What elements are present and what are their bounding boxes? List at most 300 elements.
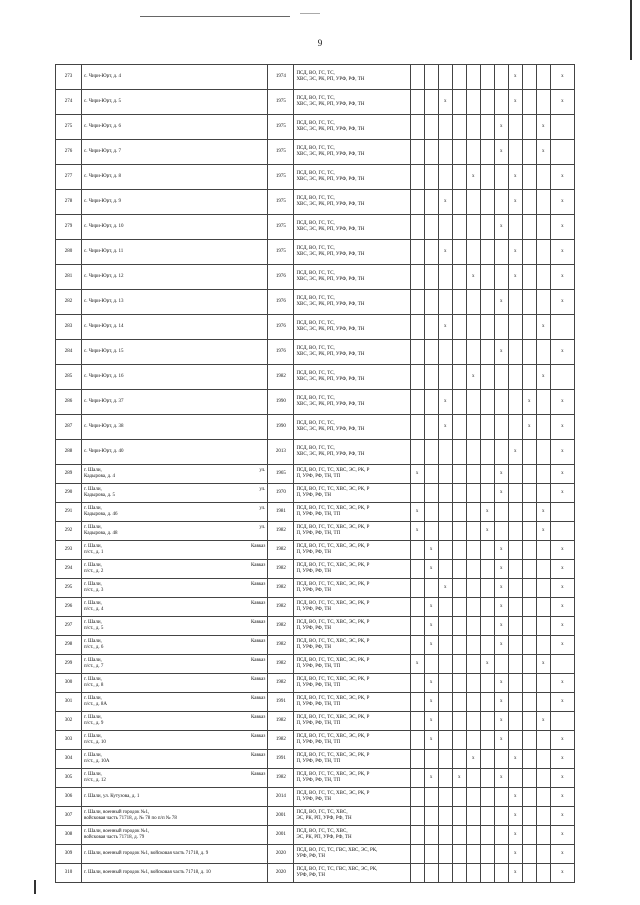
mark-cell <box>522 769 536 788</box>
mark-cell: x <box>424 712 438 731</box>
mark-cell <box>438 864 452 883</box>
mark-cell <box>522 693 536 712</box>
address-line-part: г. Шали, <box>84 601 102 606</box>
mark-cell <box>410 674 424 693</box>
mark-cell <box>494 655 508 674</box>
address-line: г. Шали, военный городок №1, <box>84 810 150 815</box>
mark-cell: x <box>494 579 508 598</box>
mark-cell <box>494 864 508 883</box>
mark-cell <box>494 190 508 215</box>
build-year: 1982 <box>268 617 294 636</box>
address-cell <box>82 165 268 190</box>
row-number: 308 <box>56 826 82 845</box>
mark-cell <box>480 240 494 265</box>
address-line: Кадырова, д. 4 <box>84 474 115 479</box>
systems-line: ПСД, ВО, ГС, ТС, <box>296 371 335 376</box>
mark-cell <box>438 265 452 290</box>
mark-cell: x <box>550 190 574 215</box>
mark-cell: x <box>466 165 480 190</box>
systems-cell <box>294 655 410 674</box>
mark-cell <box>494 65 508 90</box>
systems-line: УРФ, РФ, ТН <box>296 873 325 878</box>
mark-cell: x <box>550 484 574 503</box>
mark-cell <box>466 140 480 165</box>
address-cell <box>82 415 268 440</box>
address-line: с. Чири-Юрт, д. 15 <box>84 349 124 354</box>
systems-line: П, УРФ, РФ, ТН, ТП <box>296 474 341 479</box>
mark-cell <box>466 845 480 864</box>
mark-cell <box>466 90 480 115</box>
table-row <box>56 731 575 750</box>
address-line: с. Чири-Юрт, д. 37 <box>84 399 124 404</box>
mark-cell: x <box>508 864 522 883</box>
mark-cell <box>424 365 438 390</box>
mark-cell <box>480 788 494 807</box>
mark-cell: x <box>536 365 550 390</box>
mark-cell: x <box>438 579 452 598</box>
mark-cell <box>424 190 438 215</box>
address-cell <box>82 115 268 140</box>
mark-cell <box>466 215 480 240</box>
table-row <box>56 579 575 598</box>
mark-cell <box>508 115 522 140</box>
mark-cell <box>424 484 438 503</box>
mark-cell <box>494 90 508 115</box>
mark-cell <box>480 674 494 693</box>
systems-cell <box>294 140 410 165</box>
mark-cell <box>452 750 466 769</box>
mark-cell: x <box>550 750 574 769</box>
mark-cell <box>466 522 480 541</box>
mark-cell <box>452 579 466 598</box>
row-number: 303 <box>56 731 82 750</box>
mark-cell: x <box>494 115 508 140</box>
mark-cell <box>480 65 494 90</box>
mark-cell <box>466 290 480 315</box>
systems-line: П, УРФ, РФ, ТН <box>296 588 332 593</box>
mark-cell <box>424 503 438 522</box>
mark-cell: x <box>550 90 574 115</box>
build-year: 1990 <box>268 390 294 415</box>
systems-line: ХВС, ЭС, РК, РП, УРФ, РФ, ТН <box>296 427 365 432</box>
address-cell <box>82 240 268 265</box>
mark-cell <box>438 522 452 541</box>
row-number: 282 <box>56 290 82 315</box>
address-line-part: ул. <box>259 468 266 473</box>
mark-cell: x <box>424 769 438 788</box>
mark-cell <box>452 674 466 693</box>
row-number: 299 <box>56 655 82 674</box>
table-row <box>56 65 575 90</box>
address-cell <box>82 503 268 522</box>
mark-cell <box>410 826 424 845</box>
mark-cell <box>508 769 522 788</box>
mark-cell <box>494 750 508 769</box>
mark-cell <box>452 140 466 165</box>
systems-line: ПСД, ВО, ГС, ТС, ХВС, ЭС, РК, Р <box>296 563 370 568</box>
mark-cell <box>452 636 466 655</box>
mark-cell <box>522 807 536 826</box>
systems-cell <box>294 65 410 90</box>
mark-cell: x <box>410 522 424 541</box>
mark-cell <box>536 541 550 560</box>
mark-cell <box>522 864 536 883</box>
mark-cell <box>410 165 424 190</box>
address-cell <box>82 636 268 655</box>
row-number: 276 <box>56 140 82 165</box>
address-line-part: г. Шали, <box>84 468 102 473</box>
mark-cell <box>536 731 550 750</box>
systems-line: ПСД, ВО, ГС, ТС, ГВС, ХВС, ЭС, РК, <box>296 867 378 872</box>
systems-cell <box>294 190 410 215</box>
mark-cell <box>452 240 466 265</box>
mark-cell <box>522 190 536 215</box>
table-row <box>56 788 575 807</box>
address-line-part: г. Шали, <box>84 544 102 549</box>
systems-line: П, УРФ, РФ, ТН, ТП <box>296 778 341 783</box>
mark-cell <box>522 65 536 90</box>
mark-cell <box>452 315 466 340</box>
mark-cell <box>438 769 452 788</box>
mark-cell: x <box>550 731 574 750</box>
mark-cell <box>522 465 536 484</box>
systems-line: ПСД, ВО, ГС, ТС, <box>296 321 335 326</box>
mark-cell: x <box>508 190 522 215</box>
mark-cell <box>466 788 480 807</box>
systems-line: ХВС, ЭС, РК, РП, УРФ, РФ, ТН <box>296 227 365 232</box>
mark-cell <box>536 290 550 315</box>
mark-cell <box>480 340 494 365</box>
build-year: 2013 <box>268 440 294 465</box>
systems-line: П, УРФ, РФ, ТН, ТП <box>296 683 341 688</box>
mark-cell <box>452 90 466 115</box>
table-row <box>56 655 575 674</box>
mark-cell: x <box>550 465 574 484</box>
systems-cell <box>294 290 410 315</box>
systems-line: ПСД, ВО, ГС, ТС, ХВС, ЭС, РК, Р <box>296 677 370 682</box>
address-line-part: г. Шали, <box>84 696 102 701</box>
systems-line: ХВС, ЭС, РК, РП, УРФ, РФ, ТН <box>296 327 365 332</box>
systems-line: ПСД, ВО, ГС, ТС, ХВС, ЭС, РК, Р <box>296 696 370 701</box>
table-row <box>56 750 575 769</box>
mark-cell <box>522 340 536 365</box>
mark-cell <box>452 560 466 579</box>
row-number: 274 <box>56 90 82 115</box>
systems-line: П, УРФ, РФ, ТН <box>296 797 332 802</box>
mark-cell <box>438 731 452 750</box>
mark-cell <box>508 415 522 440</box>
address-cell <box>82 315 268 340</box>
mark-cell <box>480 598 494 617</box>
mark-cell: x <box>522 415 536 440</box>
row-number: 292 <box>56 522 82 541</box>
mark-cell: x <box>424 598 438 617</box>
address-line: с. Чири-Юрт, д. 40 <box>84 449 124 454</box>
build-year: 1981 <box>268 503 294 522</box>
mark-cell <box>438 484 452 503</box>
mark-cell <box>522 165 536 190</box>
mark-cell <box>410 290 424 315</box>
mark-cell <box>438 636 452 655</box>
mark-cell: x <box>494 617 508 636</box>
address-cell <box>82 579 268 598</box>
table-row <box>56 807 575 826</box>
mark-cell <box>522 674 536 693</box>
build-year: 1975 <box>268 140 294 165</box>
mark-cell: x <box>550 290 574 315</box>
mark-cell <box>522 598 536 617</box>
build-year: 1976 <box>268 290 294 315</box>
mark-cell <box>536 265 550 290</box>
mark-cell <box>424 750 438 769</box>
mark-cell: x <box>438 240 452 265</box>
mark-cell: x <box>550 845 574 864</box>
mark-cell <box>480 845 494 864</box>
address-line-part: Кавказ <box>250 658 266 663</box>
address-cell <box>82 90 268 115</box>
mark-cell <box>410 617 424 636</box>
mark-cell: x <box>508 845 522 864</box>
mark-cell: x <box>494 560 508 579</box>
mark-cell: x <box>438 190 452 215</box>
mark-cell <box>410 541 424 560</box>
mark-cell <box>424 807 438 826</box>
mark-cell: x <box>550 215 574 240</box>
mark-cell: x <box>536 522 550 541</box>
register-table-body <box>56 65 575 883</box>
systems-line: ПСД, ВО, ГС, ТС, ХВС, ЭС, РК, Р <box>296 487 370 492</box>
mark-cell <box>410 415 424 440</box>
systems-line: ПСД, ВО, ГС, ТС, ХВС, <box>296 829 348 834</box>
margin-artifact <box>630 0 632 60</box>
mark-cell <box>494 788 508 807</box>
systems-cell <box>294 750 410 769</box>
mark-cell <box>522 845 536 864</box>
address-cell <box>82 864 268 883</box>
mark-cell: x <box>508 788 522 807</box>
mark-cell <box>480 465 494 484</box>
mark-cell <box>494 807 508 826</box>
table-row <box>56 165 575 190</box>
mark-cell <box>438 440 452 465</box>
address-line-part: г. Шали, <box>84 772 102 777</box>
build-year: 1990 <box>268 415 294 440</box>
systems-line: ПСД, ВО, ГС, ТС, <box>296 446 335 451</box>
table-row <box>56 617 575 636</box>
mark-cell <box>508 579 522 598</box>
mark-cell <box>466 465 480 484</box>
mark-cell <box>424 115 438 140</box>
mark-cell <box>438 65 452 90</box>
mark-cell: x <box>424 731 438 750</box>
build-year: 1970 <box>268 484 294 503</box>
mark-cell <box>480 190 494 215</box>
mark-cell <box>522 365 536 390</box>
mark-cell <box>438 290 452 315</box>
systems-cell <box>294 465 410 484</box>
mark-cell <box>452 503 466 522</box>
mark-cell: x <box>508 65 522 90</box>
row-number: 287 <box>56 415 82 440</box>
mark-cell <box>410 240 424 265</box>
build-year: 1982 <box>268 365 294 390</box>
address-line-part: г. Шали, <box>84 658 102 663</box>
mark-cell: x <box>494 769 508 788</box>
table-row <box>56 769 575 788</box>
systems-line: П, УРФ, РФ, ТН <box>296 550 332 555</box>
mark-cell <box>522 826 536 845</box>
systems-line: ПСД, ВО, ГС, ТС, <box>296 121 335 126</box>
address-line-part: Кавказ <box>250 601 266 606</box>
mark-cell: x <box>550 598 574 617</box>
address-cell <box>82 731 268 750</box>
mark-cell <box>466 617 480 636</box>
mark-cell: x <box>494 674 508 693</box>
mark-cell <box>452 290 466 315</box>
systems-line: ПСД, ВО, ГС, ТС, ХВС, ЭС, РК, Р <box>296 715 370 720</box>
mark-cell <box>536 215 550 240</box>
systems-cell <box>294 365 410 390</box>
mark-cell <box>536 769 550 788</box>
mark-cell <box>494 265 508 290</box>
mark-cell <box>522 484 536 503</box>
margin-artifact <box>34 880 36 894</box>
mark-cell: x <box>438 90 452 115</box>
table-row <box>56 484 575 503</box>
table-row <box>56 465 575 484</box>
mark-cell <box>494 240 508 265</box>
systems-line: ХВС, ЭС, РК, РП, УРФ, РФ, ТН <box>296 102 365 107</box>
row-number: 295 <box>56 579 82 598</box>
mark-cell: x <box>550 693 574 712</box>
address-line: п/ст., д. 1 <box>84 550 104 555</box>
mark-cell: x <box>494 465 508 484</box>
address-line-part: г. Шали, <box>84 734 102 739</box>
address-line-part: Кавказ <box>250 563 266 568</box>
systems-line: П, УРФ, РФ, ТН <box>296 607 332 612</box>
mark-cell: x <box>424 560 438 579</box>
mark-cell <box>438 465 452 484</box>
mark-cell: x <box>438 390 452 415</box>
address-cell <box>82 465 268 484</box>
mark-cell <box>536 750 550 769</box>
address-cell <box>82 522 268 541</box>
build-year: 1975 <box>268 190 294 215</box>
mark-cell <box>438 165 452 190</box>
mark-cell <box>410 140 424 165</box>
mark-cell: x <box>494 636 508 655</box>
address-line-part: Кавказ <box>250 544 266 549</box>
mark-cell <box>536 636 550 655</box>
address-cell <box>82 560 268 579</box>
mark-cell <box>522 115 536 140</box>
mark-cell <box>466 712 480 731</box>
mark-cell <box>480 750 494 769</box>
mark-cell <box>536 864 550 883</box>
mark-cell <box>438 541 452 560</box>
build-year: 2020 <box>268 864 294 883</box>
address-line: с. Чири-Юрт, д. 8 <box>84 174 121 179</box>
systems-cell <box>294 560 410 579</box>
table-row <box>56 693 575 712</box>
mark-cell <box>508 522 522 541</box>
systems-line: ПСД, ВО, ГС, ТС, <box>296 96 335 101</box>
address-cell <box>82 788 268 807</box>
address-line: войсковая часть 71718, д. 79 <box>84 835 145 840</box>
address-cell <box>82 265 268 290</box>
address-cell <box>82 693 268 712</box>
mark-cell <box>466 484 480 503</box>
address-line-part: г. Шали, <box>84 715 102 720</box>
systems-cell <box>294 315 410 340</box>
mark-cell <box>480 731 494 750</box>
systems-cell <box>294 90 410 115</box>
address-line: п/ст., д. 8 <box>84 683 104 688</box>
build-year: 1982 <box>268 655 294 674</box>
address-line-part: г. Шали, <box>84 525 102 530</box>
mark-cell <box>536 617 550 636</box>
mark-cell <box>438 503 452 522</box>
mark-cell <box>410 731 424 750</box>
mark-cell <box>536 465 550 484</box>
mark-cell <box>508 215 522 240</box>
mark-cell <box>480 541 494 560</box>
mark-cell <box>522 440 536 465</box>
systems-line: ХВС, ЭС, РК, РП, УРФ, РФ, ТН <box>296 302 365 307</box>
mark-cell: x <box>550 390 574 415</box>
address-cell <box>82 65 268 90</box>
row-number: 284 <box>56 340 82 365</box>
mark-cell <box>508 712 522 731</box>
table-row <box>56 522 575 541</box>
mark-cell <box>452 115 466 140</box>
mark-cell <box>536 674 550 693</box>
mark-cell <box>550 503 574 522</box>
table-row <box>56 365 575 390</box>
table-row <box>56 826 575 845</box>
systems-line: ХВС, ЭС, РК, РП, УРФ, РФ, ТН <box>296 152 365 157</box>
mark-cell <box>550 712 574 731</box>
systems-line: ХВС, ЭС, РК, РП, УРФ, РФ, ТН <box>296 202 365 207</box>
mark-cell <box>452 522 466 541</box>
mark-cell <box>466 440 480 465</box>
mark-cell <box>536 693 550 712</box>
mark-cell: x <box>466 750 480 769</box>
table-row <box>56 712 575 731</box>
build-year: 1976 <box>268 265 294 290</box>
mark-cell <box>452 864 466 883</box>
mark-cell <box>410 560 424 579</box>
mark-cell: x <box>508 440 522 465</box>
mark-cell <box>480 365 494 390</box>
build-year: 1975 <box>268 90 294 115</box>
address-line: Кадырова, д. 5 <box>84 493 115 498</box>
mark-cell <box>480 315 494 340</box>
mark-cell <box>452 390 466 415</box>
mark-cell: x <box>550 541 574 560</box>
address-line-part: Кавказ <box>250 772 266 777</box>
mark-cell <box>466 415 480 440</box>
address-cell <box>82 712 268 731</box>
mark-cell: x <box>466 365 480 390</box>
build-year: 2001 <box>268 807 294 826</box>
mark-cell <box>536 560 550 579</box>
systems-line: П, УРФ, РФ, ТН, ТП <box>296 721 341 726</box>
row-number: 305 <box>56 769 82 788</box>
mark-cell <box>536 579 550 598</box>
mark-cell <box>522 788 536 807</box>
build-year: 1982 <box>268 541 294 560</box>
